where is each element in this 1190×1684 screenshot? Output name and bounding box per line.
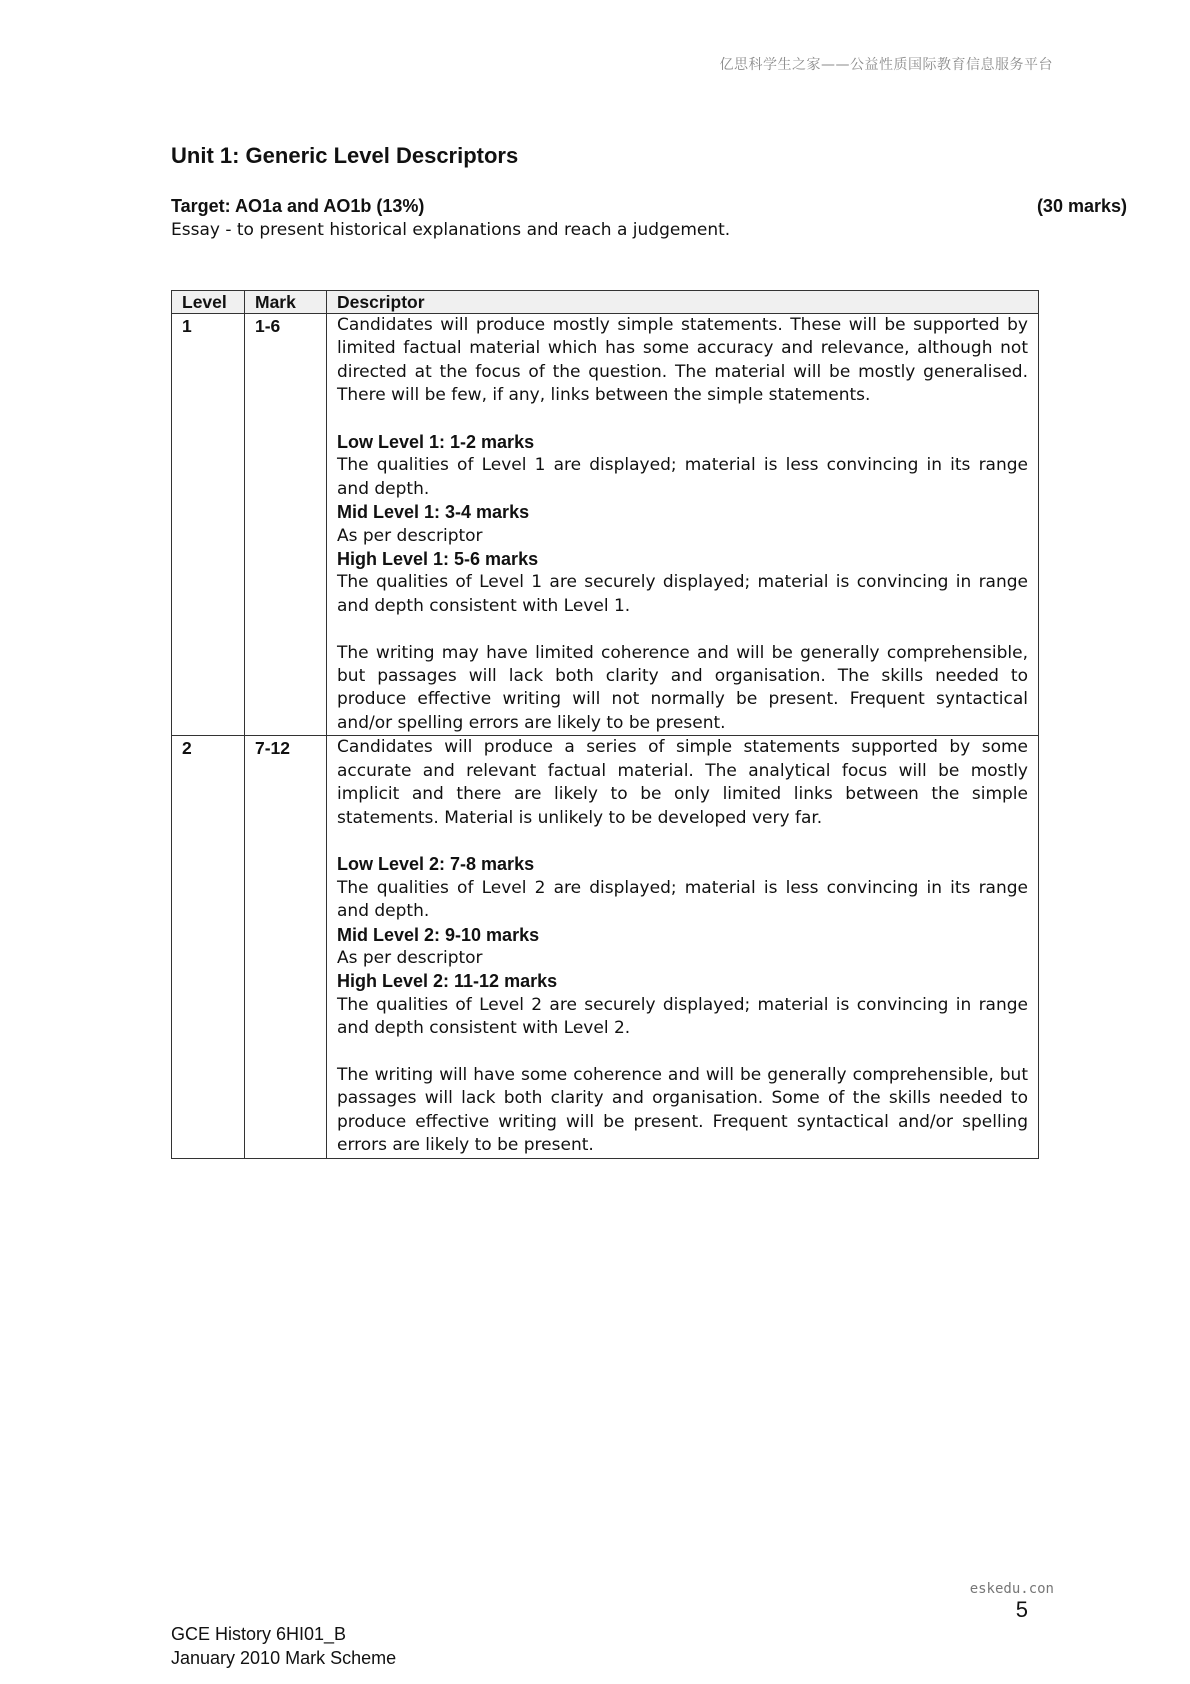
descriptor-intro: Candidates will produce mostly simple statements. These will be supported by limited factual material which has some accuracy and relevance, although not directed at the focus of the question. The material will be mostly generalised. There will be few, if any, links between the simple statements. [337,315,1028,406]
footer-line-1: GCE History 6HI01_B [171,1624,347,1644]
mid-level-heading: Mid Level 1: 3-4 marks [337,502,530,523]
writing-quality-text: The writing may have limited coherence and will be generally comprehensible, but passages will lack both clarity and organisation. The skills needed to produce effective writing will not normally be present. Frequent syntactical and/or spelling errors are likely to be present. [337,642,1028,733]
header-watermark: 亿思科学生之家——公益性质国际教育信息服务平台 [719,57,1053,73]
low-level-text: The qualities of Level 1 are displayed; material is less convincing in its range and depth. [337,455,1028,499]
high-level-text: The qualities of Level 1 are securely displayed; material is convincing in range and depth consistent with Level 1. [337,572,1028,616]
low-level-text: The qualities of Level 2 are displayed; material is less convincing in its range and depth. [337,877,1028,922]
level-cell: 2 [172,736,245,1158]
low-level-heading: Low Level 2: 7-8 marks [337,854,535,875]
header-mark: Mark [245,291,327,314]
footer-line-2: January 2010 Mark Scheme [171,1648,397,1668]
footer-site: eskedu.con [969,1581,1054,1597]
page-number: 5 [1015,1597,1028,1622]
total-marks: (30 marks) [1036,196,1127,216]
header-descriptor: Descriptor [327,291,1039,314]
mark-cell: 1-6 [245,314,327,736]
descriptor-cell [327,736,1039,1158]
table-header-row [172,291,1039,314]
page-title: Unit 1: Generic Level Descriptors [171,143,519,168]
high-level-text: The qualities of Level 2 are securely displayed; material is convincing in range and depth consistent with Level 2. [337,994,1028,1039]
target-label: Target: AO1a and AO1b (13%) [171,196,425,216]
level-descriptor-table [171,290,1039,1159]
mid-level-heading: Mid Level 2: 9-10 marks [337,924,540,945]
high-level-heading: High Level 1: 5-6 marks [337,549,539,570]
table-row [172,736,1039,1158]
writing-quality-text: The writing will have some coherence and will be generally comprehensible, but passages will lack both clarity and organisation. Some of the skills needed to produce effective writing will be present. Frequent syntactical and/or spelling errors are likely to be present. [337,1064,1028,1156]
table-row [172,314,1039,736]
essay-description: Essay - to present historical explanations and reach a judgement. [171,220,731,240]
level-cell: 1 [172,314,245,736]
mid-level-text: As per descriptor [337,947,483,968]
descriptor-cell [327,314,1039,736]
descriptor-intro: Candidates will produce a series of simple statements supported by some accurate and relevant factual material. The analytical focus will be mostly implicit and there are likely to be only limited links between the simple statements. Material is unlikely to be developed very far. [337,737,1028,828]
footer [171,1622,396,1670]
mid-level-text: As per descriptor [337,525,483,546]
high-level-heading: High Level 2: 11-12 marks [337,971,558,992]
header-level: Level [172,291,245,314]
mark-cell: 7-12 [245,736,327,1158]
low-level-heading: Low Level 1: 1-2 marks [337,432,535,453]
